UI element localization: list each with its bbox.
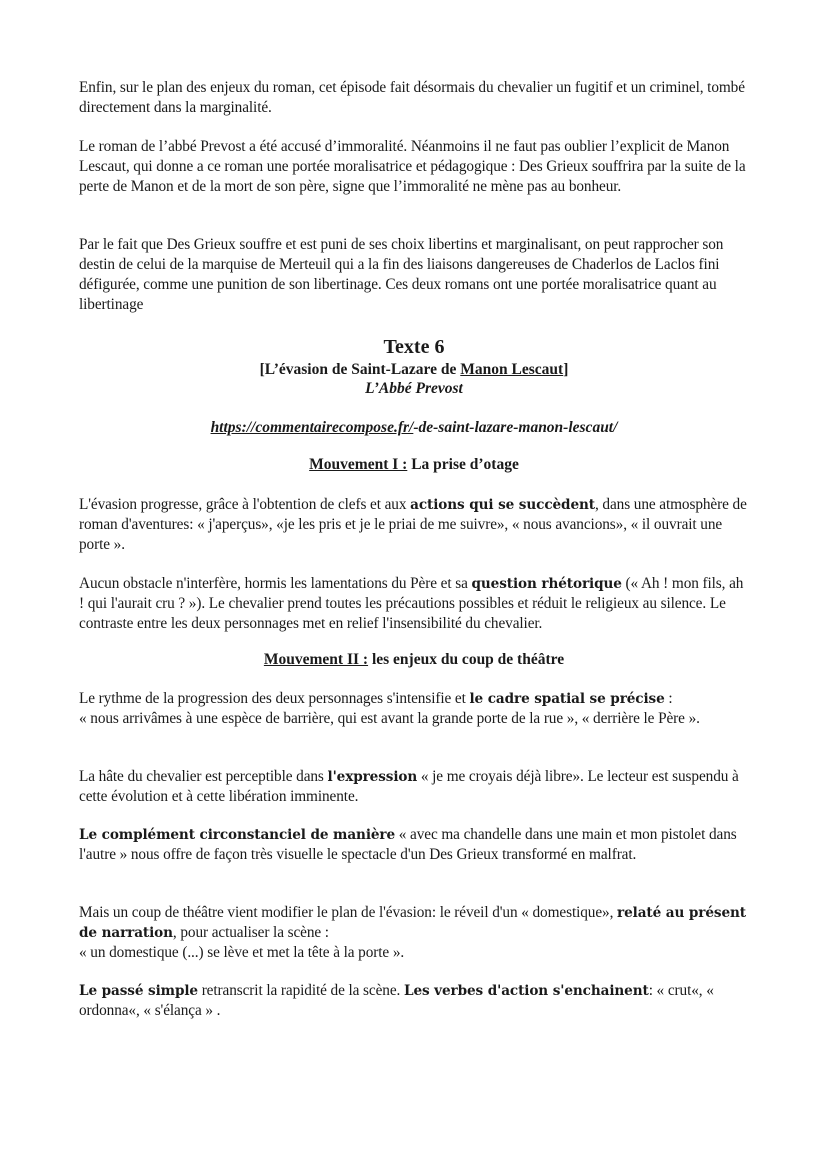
section-heading-mouvement-2 — [0, 651, 828, 669]
paragraph — [79, 825, 749, 865]
section-label: Mouvement II : — [263, 651, 369, 668]
author: L’Abbé Prevost — [365, 380, 463, 397]
bold-text: le cadre spatial se précise — [469, 691, 665, 707]
bold-text: question rhétorique — [471, 576, 622, 592]
bold-text: Le complément circonstanciel de manière — [79, 827, 396, 843]
bold-text: Les verbes d'action s'enchainent — [403, 983, 649, 999]
text: La hâte du chevalier est perceptible dans — [79, 768, 328, 785]
paragraph — [79, 235, 749, 315]
bold-text: l'expression — [327, 769, 418, 785]
source-url[interactable] — [0, 419, 828, 437]
text: Par le fait que Des Grieux souffre et est puni de ses choix libertins et marginalisant, on peut rapprocher son destin de celui de la marquise de Merteuil qui a la fin des liaisons dangereuses de Chaderlos de Laclos fini défigurée, comme une punition de son libertinage. Ces deux romans ont une portée moralisatrice quant au libertinage — [79, 236, 724, 313]
section-title: La prise d’otage — [407, 456, 519, 473]
work-title: Manon Lescaut — [460, 361, 564, 378]
paragraph — [79, 78, 749, 118]
text: « nous arrivâmes à une espèce de barrière, qui est avant la grande porte de la rue », « derrière le Père ». — [79, 710, 700, 727]
text: « je me croyais déjà libre». Le lecteur est suspendu à cette évolution et à cette libération imminente. — [79, 768, 739, 805]
text: Enfin, sur le plan des enjeux du roman, cet épisode fait désormais du chevalier un fugitif et un criminel, tombé directement dans la marginalité. — [79, 79, 745, 116]
section-title: les enjeux du coup de théâtre — [368, 651, 565, 668]
text: « un domestique (...) se lève et met la tête à la porte ». — [79, 944, 405, 961]
paragraph — [79, 767, 749, 807]
paragraph — [79, 574, 749, 634]
paragraph — [79, 903, 749, 963]
section-heading-mouvement-1 — [0, 456, 828, 474]
text: , dans une atmosphère de roman d'aventures: « j'aperçus», «je les pris et je le priai de me suivre», « nous avancions», « il ouvrait une porte ». — [79, 496, 747, 553]
subtitle-post: ] — [563, 361, 569, 378]
text: Mais un coup de théâtre vient modifier le plan de l'évasion: le réveil d'un « domestique», — [79, 904, 618, 921]
bold-text: actions qui se succèdent — [410, 497, 595, 513]
source-url-rest: -de-saint-lazare-manon-lescaut/ — [413, 419, 618, 436]
text: L'évasion progresse, grâce à l'obtention de clefs et aux — [79, 496, 411, 513]
subtitle-pre: [L’évasion de Saint-Lazare de — [259, 361, 461, 378]
paragraph — [79, 689, 749, 729]
text: Le roman de l’abbé Prevost a été accusé d’immoralité. Néanmoins il ne faut pas oublier l’explicit de Manon Lescaut, qui donne a ce roman une portée moralisatrice et pédagogique : Des Grieux souffrira par la suite de la perte de Manon et de la mort de son père, signe que l’immoralité ne mène pas au bonheur. — [79, 138, 746, 195]
text: : — [664, 690, 673, 707]
text: (« Ah ! mon fils, ah ! qui l'aurait cru ? »). Le chevalier prend toutes les précautions possibles et réduit le religieux au silence. Le contraste entre les deux personnages met en relief l'insensibilité du chevalier. — [79, 575, 744, 632]
bold-text: Le passé simple — [79, 983, 198, 999]
text-subtitle — [0, 361, 828, 379]
paragraph — [79, 137, 749, 197]
text: Aucun obstacle n'interfère, hormis les lamentations du Père et sa — [79, 575, 472, 592]
paragraph — [79, 495, 749, 555]
text: Le rythme de la progression des deux personnages s'intensifie et — [79, 690, 470, 707]
section-label: Mouvement I : — [309, 456, 408, 473]
text: retranscrit la rapidité de la scène. — [197, 982, 404, 999]
text: , pour actualiser la scène : — [172, 924, 329, 941]
text: : « crut«, « ordonna«, « s'élança » . — [79, 982, 714, 1019]
bold-text: relaté au présent de narration — [79, 905, 746, 941]
source-link[interactable]: https://commentairecompose.fr/ — [210, 419, 414, 436]
text: « avec ma chandelle dans une main et mon pistolet dans l'autre » nous offre de façon très visuelle le spectacle d'un Des Grieux transformé en malfrat. — [79, 826, 737, 863]
paragraph — [79, 981, 749, 1021]
text-title: Texte 6 — [383, 336, 445, 358]
